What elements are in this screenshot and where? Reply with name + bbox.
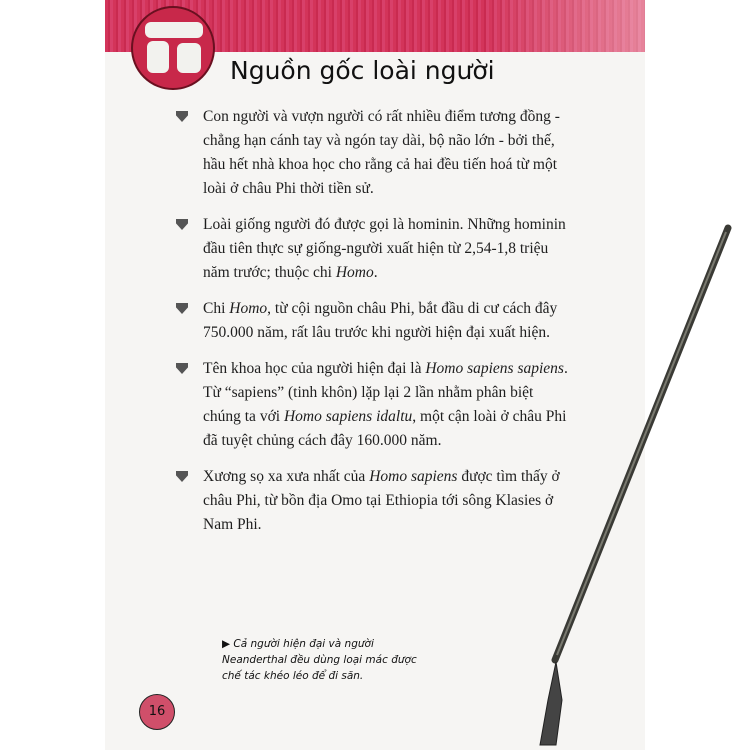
bullet-item bbox=[203, 105, 575, 201]
bullet-item bbox=[203, 297, 575, 345]
scientific-name: Homo sapiens bbox=[369, 468, 458, 485]
scientific-name: Homo bbox=[229, 300, 268, 317]
bullet-item bbox=[203, 357, 575, 453]
bullet-text bbox=[203, 360, 568, 449]
text-segment: Xương sọ xa xưa nhất của bbox=[203, 468, 370, 485]
scientific-name: Homo sapiens sapiens bbox=[425, 360, 564, 377]
image-caption bbox=[222, 636, 437, 684]
text-segment: , một cận loài ở châu Phi đã tuyệt chủng cách đây 160.000 năm. bbox=[203, 408, 567, 449]
text-segment: , từ cội nguồn châu Phi, bắt đầu di cư cách đây 750.000 năm, rất lâu trước khi người hiện đại xuất hiện. bbox=[203, 300, 558, 341]
text-segment: Loài giống người đó được gọi là hominin. Những hominin đầu tiên thực sự giống-người xuất hiện từ 2,54-1,8 triệu năm trước; thuộc chi bbox=[203, 216, 566, 281]
text-segment: Chi bbox=[203, 300, 230, 317]
caption-text: Cả người hiện đại và người Neanderthal đều dùng loại mác được chế tác khéo léo để đi săn. bbox=[222, 638, 417, 682]
caption-arrow-icon: ▶ bbox=[222, 638, 231, 650]
page-title: Nguồn gốc loài người bbox=[230, 56, 495, 85]
text-segment: Con người và vượn người có rất nhiều điểm tương đồng - chẳng hạn cánh tay và ngón tay dài, bộ não lớn - bởi thế, hầu hết nhà khoa học cho rằng cả hai đều tiến hoá từ một loài ở châu Phi thời tiền sử. bbox=[203, 108, 560, 197]
text-segment: . bbox=[373, 264, 378, 281]
text-segment: Tên khoa học của người hiện đại là bbox=[203, 360, 426, 377]
bullet-item bbox=[203, 465, 575, 537]
bullet-text bbox=[203, 216, 566, 281]
bullet-text bbox=[203, 108, 560, 197]
page-number: 16 bbox=[139, 694, 175, 730]
scientific-name: Homo bbox=[335, 264, 374, 281]
bullet-text bbox=[203, 468, 560, 533]
bullet-text bbox=[203, 300, 557, 341]
text-segment: được tìm thấy ở châu Phi, từ bồn địa Omo tại Ethiopia tới sông Klasies ở Nam Phi. bbox=[203, 468, 560, 533]
bullet-item bbox=[203, 213, 575, 285]
scientific-name: Homo sapiens idaltu bbox=[283, 408, 413, 425]
bullet-list bbox=[203, 105, 575, 549]
text-segment: . Từ “sapiens” (tinh khôn) lặp lại 2 lần nhằm phân biệt chúng ta với bbox=[203, 360, 568, 425]
